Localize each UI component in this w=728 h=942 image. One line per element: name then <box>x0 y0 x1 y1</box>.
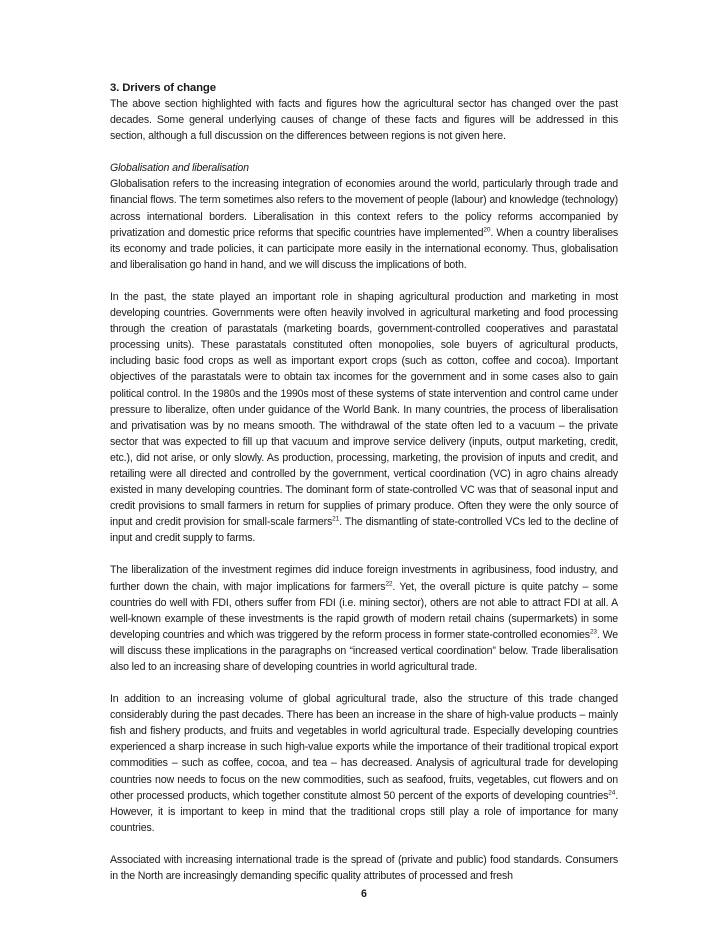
paragraph-trade-structure: In addition to an increasing volume of global agricultural trade, also the structure of this trade changed considerably during the past decades. There has been an increase in the share of high-value products – mainly fish and fishery products, and fruits and vegetables in world agricultural trade. Especially developing countries experienced a sharp increase in such high-value exports while the importance of their traditional tropical export commodities – such as coffee, cocoa, and tea – has decreased. Analysis of agricultural trade for developing countries now needs to focus on the new commodities, such as seafood, fruits, vegetables, cut flowers and on other processed products, which together constitute almost 50 percent of the exports of developing countries$^{24}$. However, it is important to keep in mind that the traditional crops still play a role of importance for many countries. <box>110 693 618 834</box>
footnote-ref-20: 20 <box>483 226 491 234</box>
paragraph-state-role: In the past, the state played an important role in shaping agricultural production and marketing in most developing countries. Governments were often heavily involved in agricultural marketing and food processing through the creation of parastatals (marketing boards, government-controlled cooperatives and parastatal processing units). These parastatals constituted often monopolies, sole buyers of agricultural products, including basic food crops as well as important export crops (such as cotton, coffee and cocoa). Important objectives of the parastatals were to obtain tax incomes for the government and in some cases also to gain political control. In the 1980s and the 1990s most of these systems of state intervention and control came under pressure to liberalize, often under guidance of the World Bank. In many countries, the process of liberalisation and privatisation was by no means smooth. The withdrawal of the state often led to a vacuum – the private sector that was expected to fill up that vacuum and improve service delivery (inputs, output marketing, credit, etc.), did not arise, or only slowly. As production, processing, marketing, the provision of inputs and credit, and retailing were all directed and controlled by the government, vertical coordination (VC) in agro chains already existed in many developing countries. The dominant form of state-controlled VC was that of seasonal input and credit provisions to small farmers in return for supplies of primary produce. Often they were the only source of input and credit provision for small-scale farmers$^{21}$. The dismantling of state-controlled VCs led to the decline of input and credit supply to farms. <box>110 290 618 545</box>
intro-paragraph: The above section highlighted with facts and figures how the agricultural sector has changed over the past decades. Some general underlying causes of change of these facts and figures will be addressed in this section, although a full discussion on the differences between regions is not given here. <box>110 98 618 143</box>
paragraph-food-standards: Associated with increasing international trade is the spread of (private and public) food standards. Consumers in the North are increasingly demanding specific quality attributes of processed and fresh <box>110 853 618 883</box>
paragraph-globalisation: Globalisation refers to the increasing integration of economies around the world, particularly through trade and financial flows. The term sometimes also refers to the movement of people (labour) and knowledge (technology) across international borders. Liberalisation in this context refers to the policy reforms accompanied by privatization and domestic price reforms that specific countries have implemented$^{20}$. When a country liberalises its economy and trade policies, it can participate more easily in the international economy. Thus, globalisation and liberalisation go hand in hand, and we will discuss the implications of both. <box>110 178 618 271</box>
footnote-ref-23: 23 <box>589 628 597 636</box>
footnote-ref-22: 22 <box>385 580 393 587</box>
page-number: 6 <box>361 888 367 900</box>
footnote-ref-21: 21 <box>332 515 340 523</box>
subsection-title: Globalisation and liberalisation <box>110 162 249 175</box>
footnote-ref-24: 24 <box>608 789 616 797</box>
paragraph-investment: The liberalization of the investment regimes did induce foreign investments in agribusiness, food industry, and further down the chain, with major implications for farmers$^{22}$. Yet, the overall picture is quite patchy – some countries do well with FDI, others suffer from FDI (i.e. mining sector), others are not able to attract FDI at all. A well-known example of these investments is the rapid growth of modern retail chains (supermarkets) in some developing countries and which was triggered by the reform process in former state-controlled economies$^{23}$. We will discuss these implications in the paragraphs on “increased vertical coordination” below. Trade liberalisation also led to an increasing share of developing countries in world agricultural trade. <box>110 564 618 673</box>
page-content <box>110 80 618 900</box>
section-heading: 3. Drivers of change <box>110 82 216 94</box>
